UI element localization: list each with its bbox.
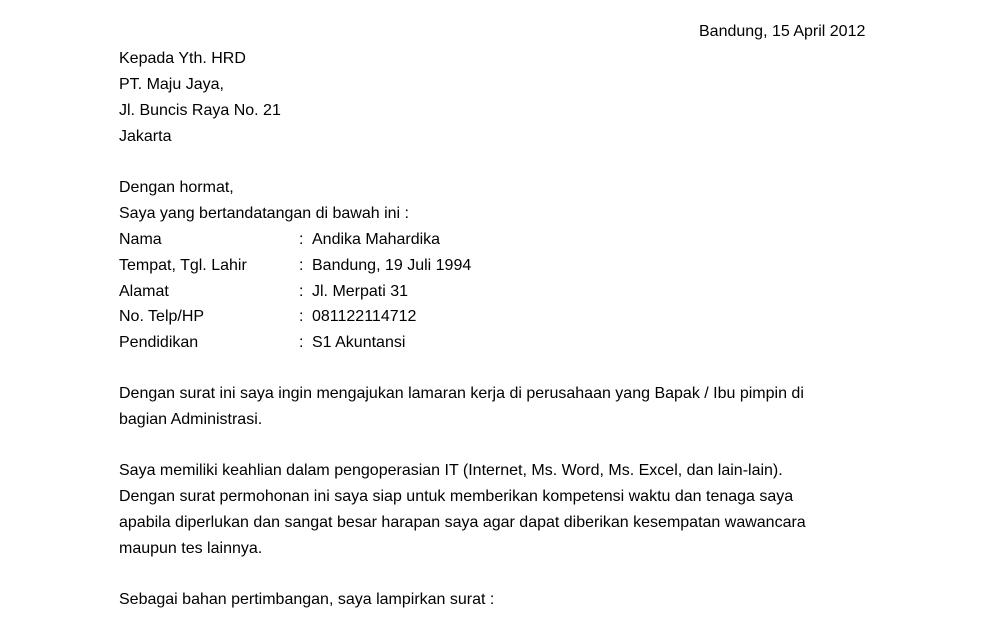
field-label-telp: No. Telp/HP bbox=[119, 308, 205, 325]
field-value-pendidikan: S1 Akuntansi bbox=[312, 334, 406, 351]
field-label-nama: Nama bbox=[119, 231, 162, 248]
letter-date: Bandung, 15 April 2012 bbox=[699, 23, 866, 40]
field-colon: : bbox=[299, 283, 304, 300]
field-label-alamat: Alamat bbox=[119, 283, 169, 300]
paragraph-2-line-2: Dengan surat permohonan ini saya siap untuk memberikan kompetensi waktu dan tenaga saya bbox=[119, 488, 794, 505]
recipient-line-3: Jl. Buncis Raya No. 21 bbox=[119, 102, 281, 119]
recipient-line-1: Kepada Yth. HRD bbox=[119, 50, 246, 67]
field-value-tempat-tgl-lahir: Bandung, 19 Juli 1994 bbox=[312, 257, 472, 274]
paragraph-1-line-2: bagian Administrasi. bbox=[119, 411, 263, 428]
field-label-pendidikan: Pendidikan bbox=[119, 334, 199, 351]
paragraph-2-line-4: maupun tes lainnya. bbox=[119, 540, 263, 557]
paragraph-2-line-1: Saya memiliki keahlian dalam pengoperasian IT (Internet, Ms. Word, Ms. Excel, dan lain-lain). bbox=[119, 462, 783, 479]
recipient-line-2: PT. Maju Jaya, bbox=[119, 76, 224, 93]
field-value-alamat: Jl. Merpati 31 bbox=[312, 283, 409, 300]
field-colon: : bbox=[299, 257, 304, 274]
field-colon: : bbox=[299, 308, 304, 325]
field-value-telp: 081122114712 bbox=[312, 308, 417, 325]
greeting: Dengan hormat, bbox=[119, 179, 234, 196]
field-colon: : bbox=[299, 231, 304, 248]
paragraph-1-line-1: Dengan surat ini saya ingin mengajukan lamaran kerja di perusahaan yang Bapak / Ibu pimpin di bbox=[119, 385, 804, 402]
field-value-nama: Andika Mahardika bbox=[312, 231, 441, 248]
paragraph-2-line-3: apabila diperlukan dan sangat besar harapan saya agar dapat diberikan kesempatan wawancara bbox=[119, 514, 806, 531]
closing-line: Sebagai bahan pertimbangan, saya lampirkan surat : bbox=[119, 591, 495, 608]
field-label-tempat-tgl-lahir: Tempat, Tgl. Lahir bbox=[119, 257, 247, 274]
field-colon: : bbox=[299, 334, 304, 351]
intro-line: Saya yang bertandatangan di bawah ini : bbox=[119, 205, 409, 222]
recipient-line-4: Jakarta bbox=[119, 128, 172, 145]
